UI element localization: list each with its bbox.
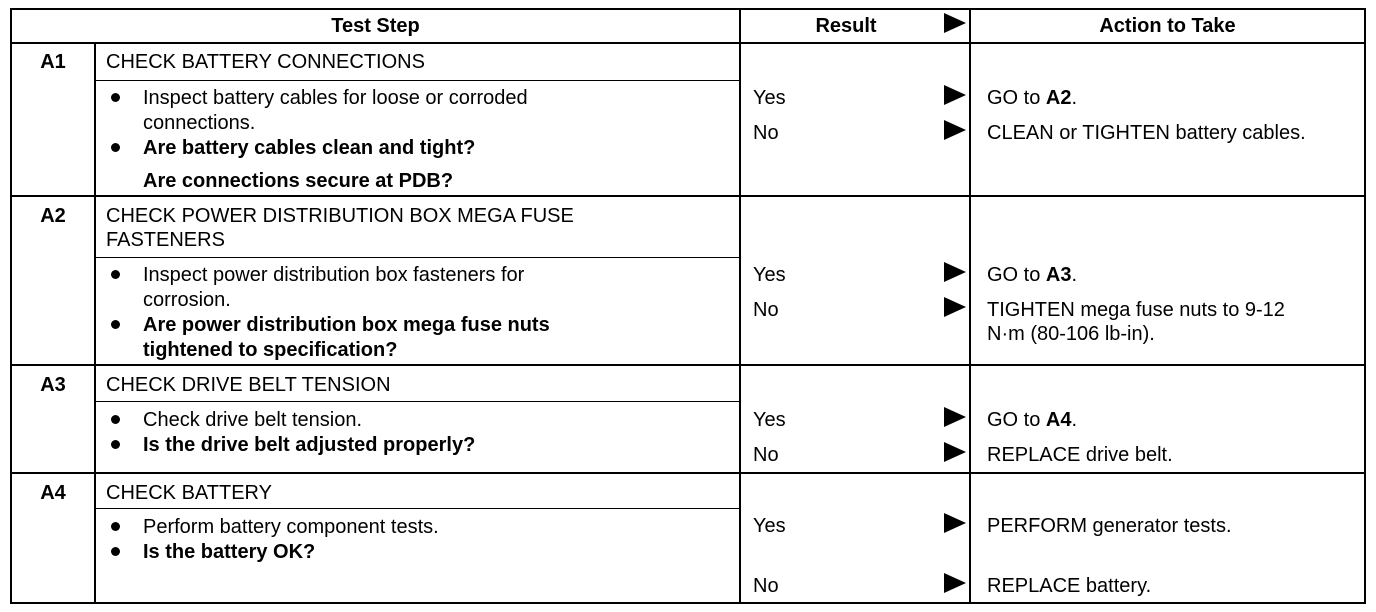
bullet-icon	[111, 415, 120, 424]
a1-title-underline	[94, 80, 740, 81]
bullet-icon	[111, 522, 120, 531]
header-test-step: Test Step	[331, 15, 420, 37]
header-divider	[10, 42, 1366, 44]
a4-title-underline	[94, 508, 740, 509]
a1-question-line1: Are battery cables clean and tight?	[143, 137, 476, 159]
a3-result-yes: Yes	[753, 409, 786, 431]
a3-action-yes: GO to A4.	[987, 409, 1078, 431]
right-arrow-icon	[944, 13, 966, 33]
bullet-icon	[111, 547, 120, 556]
table-border-bottom	[10, 602, 1366, 604]
a1-instruction-line1: Inspect battery cables for loose or corroded	[143, 87, 528, 109]
bullet-icon	[111, 320, 120, 329]
column-divider-result	[739, 8, 741, 604]
a4-action-yes: PERFORM generator tests.	[987, 515, 1232, 537]
step-id-a4: A4	[40, 482, 66, 504]
step-title-a1: CHECK BATTERY CONNECTIONS	[106, 51, 425, 73]
row-separator-a1-a2	[10, 195, 1366, 197]
bullet-icon	[111, 440, 120, 449]
right-arrow-icon	[944, 442, 966, 462]
step-title-a3: CHECK DRIVE BELT TENSION	[106, 374, 391, 396]
a4-result-yes: Yes	[753, 515, 786, 537]
a3-question: Is the drive belt adjusted properly?	[143, 434, 476, 456]
a1-result-no: No	[753, 122, 779, 144]
column-divider-id	[94, 44, 96, 604]
header-action: Action to Take	[1099, 15, 1236, 37]
a2-result-yes: Yes	[753, 264, 786, 286]
right-arrow-icon	[944, 85, 966, 105]
a2-title-underline	[94, 257, 740, 258]
row-separator-a3-a4	[10, 472, 1366, 474]
a2-result-no: No	[753, 299, 779, 321]
right-arrow-icon	[944, 262, 966, 282]
a4-instruction: Perform battery component tests.	[143, 516, 439, 538]
bullet-icon	[111, 93, 120, 102]
a2-instruction-line2: corrosion.	[143, 289, 231, 311]
a2-question-line2: tightened to specification?	[143, 339, 398, 361]
right-arrow-icon	[944, 513, 966, 533]
a2-instruction-line1: Inspect power distribution box fasteners for	[143, 264, 525, 286]
step-id-a3: A3	[40, 374, 66, 396]
a4-question: Is the battery OK?	[143, 541, 316, 563]
a3-instruction: Check drive belt tension.	[143, 409, 363, 431]
bullet-icon	[111, 270, 120, 279]
bullet-icon	[111, 143, 120, 152]
step-title-a2-line1: CHECK POWER DISTRIBUTION BOX MEGA FUSE	[106, 205, 574, 227]
column-divider-action	[969, 8, 971, 604]
right-arrow-icon	[944, 573, 966, 593]
step-title-a4: CHECK BATTERY	[106, 482, 272, 504]
a1-action-yes: GO to A2.	[987, 87, 1078, 109]
table-border-top	[10, 8, 1366, 10]
right-arrow-icon	[944, 120, 966, 140]
row-separator-a2-a3	[10, 364, 1366, 366]
a3-result-no: No	[753, 444, 779, 466]
right-arrow-icon	[944, 297, 966, 317]
a1-instruction-line2: connections.	[143, 112, 256, 134]
a2-action-yes: GO to A3.	[987, 264, 1078, 286]
step-title-a2-line2: FASTENERS	[106, 229, 225, 251]
a3-title-underline	[94, 401, 740, 402]
a1-result-yes: Yes	[753, 87, 786, 109]
header-result: Result	[815, 15, 877, 37]
table-border-right	[1364, 8, 1366, 604]
a2-question-line1: Are power distribution box mega fuse nuts	[143, 314, 550, 336]
right-arrow-icon	[944, 407, 966, 427]
step-id-a1: A1	[40, 51, 66, 73]
a4-action-no: REPLACE battery.	[987, 575, 1152, 597]
a2-action-no-line1: TIGHTEN mega fuse nuts to 9-12	[987, 299, 1285, 321]
a2-action-no-line2: N·m (80-106 lb-in).	[987, 323, 1155, 345]
step-id-a2: A2	[40, 205, 66, 227]
a1-action-no: CLEAN or TIGHTEN battery cables.	[987, 122, 1306, 144]
table-border-left	[10, 8, 12, 604]
a4-result-no: No	[753, 575, 779, 597]
a1-question-line2: Are connections secure at PDB?	[143, 170, 454, 192]
a3-action-no: REPLACE drive belt.	[987, 444, 1173, 466]
